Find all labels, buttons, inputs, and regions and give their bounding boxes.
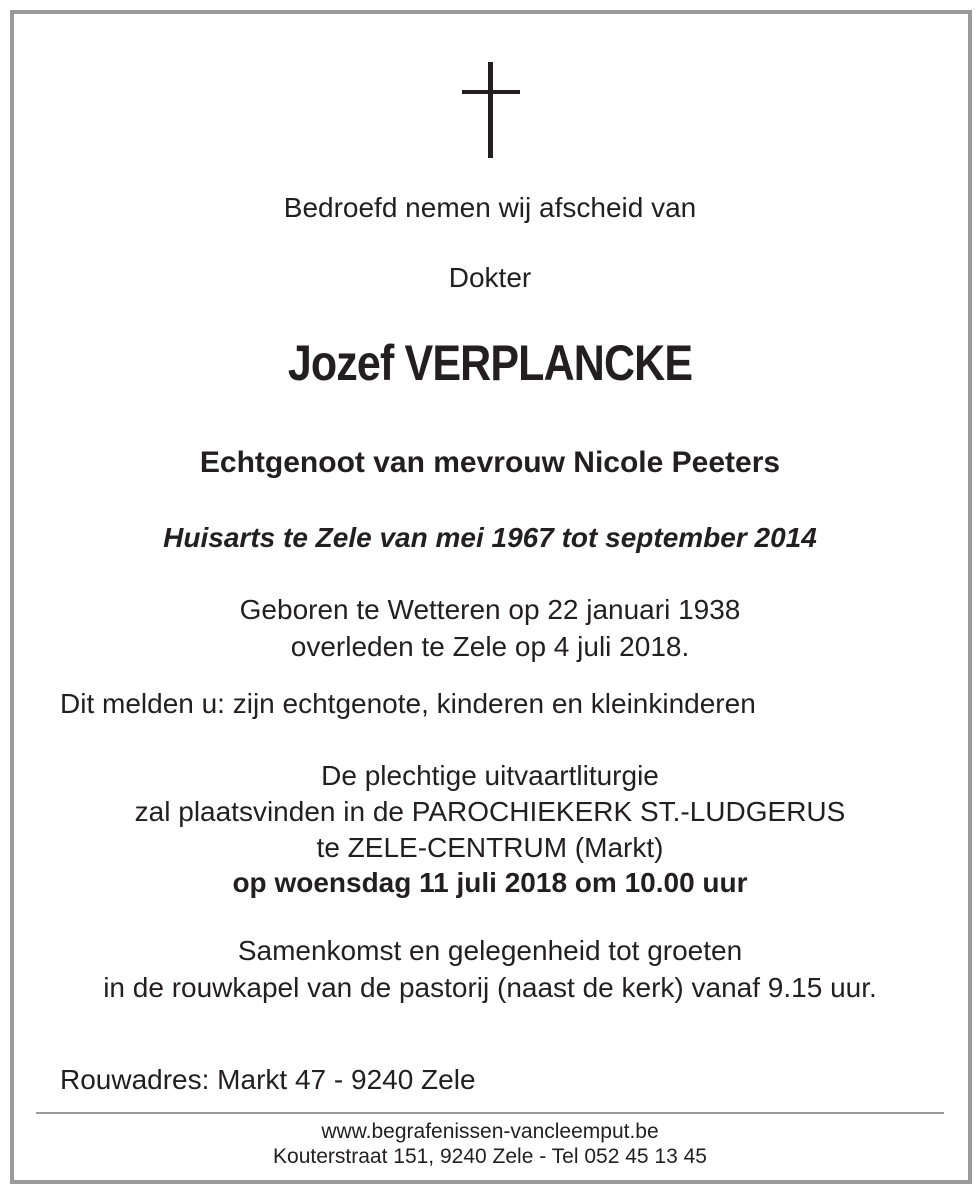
profession-text: Huisarts te Zele van mei 1967 tot september 2014: [163, 522, 817, 553]
intro-text: Bedroefd nemen wij afscheid van: [283, 192, 697, 223]
announcers-text: Dit melden u: zijn echtgenote, kinderen en kleinkinderen: [60, 688, 756, 719]
address-text: Rouwadres: Markt 47 - 9240 Zele: [60, 1064, 476, 1095]
title-text: Dokter: [448, 262, 532, 293]
funeral-home-contact: Kouterstraat 151, 9240 Zele - Tel 052 45 13 45: [273, 1145, 707, 1168]
liturgy-datetime: op woensdag 11 juli 2018 om 10.00 uur: [232, 867, 748, 898]
birth-text: Geboren te Wetteren op 22 januari 1938: [239, 594, 741, 625]
gathering-line-2: in de rouwkapel van de pastorij (naast de kerk) vanaf 9.15 uur.: [103, 972, 877, 1003]
liturgy-line-2: zal plaatsvinden in de PAROCHIEKERK ST.-LUDGERUS: [134, 796, 846, 827]
liturgy-line-3: te ZELE-CENTRUM (Markt): [316, 832, 664, 863]
gathering-line-1: Samenkomst en gelegenheid tot groeten: [237, 935, 743, 966]
death-text: overleden te Zele op 4 juli 2018.: [290, 631, 690, 662]
deceased-name: Jozef VERPLANCKE: [287, 335, 693, 391]
liturgy-line-1: De plechtige uitvaartliturgie: [321, 760, 659, 791]
funeral-home-website[interactable]: www.begrafenissen-vancleemput.be: [321, 1120, 659, 1143]
cross-icon: [462, 62, 520, 158]
footer-divider: [36, 1112, 944, 1114]
spouse-text: Echtgenoot van mevrouw Nicole Peeters: [199, 446, 781, 479]
